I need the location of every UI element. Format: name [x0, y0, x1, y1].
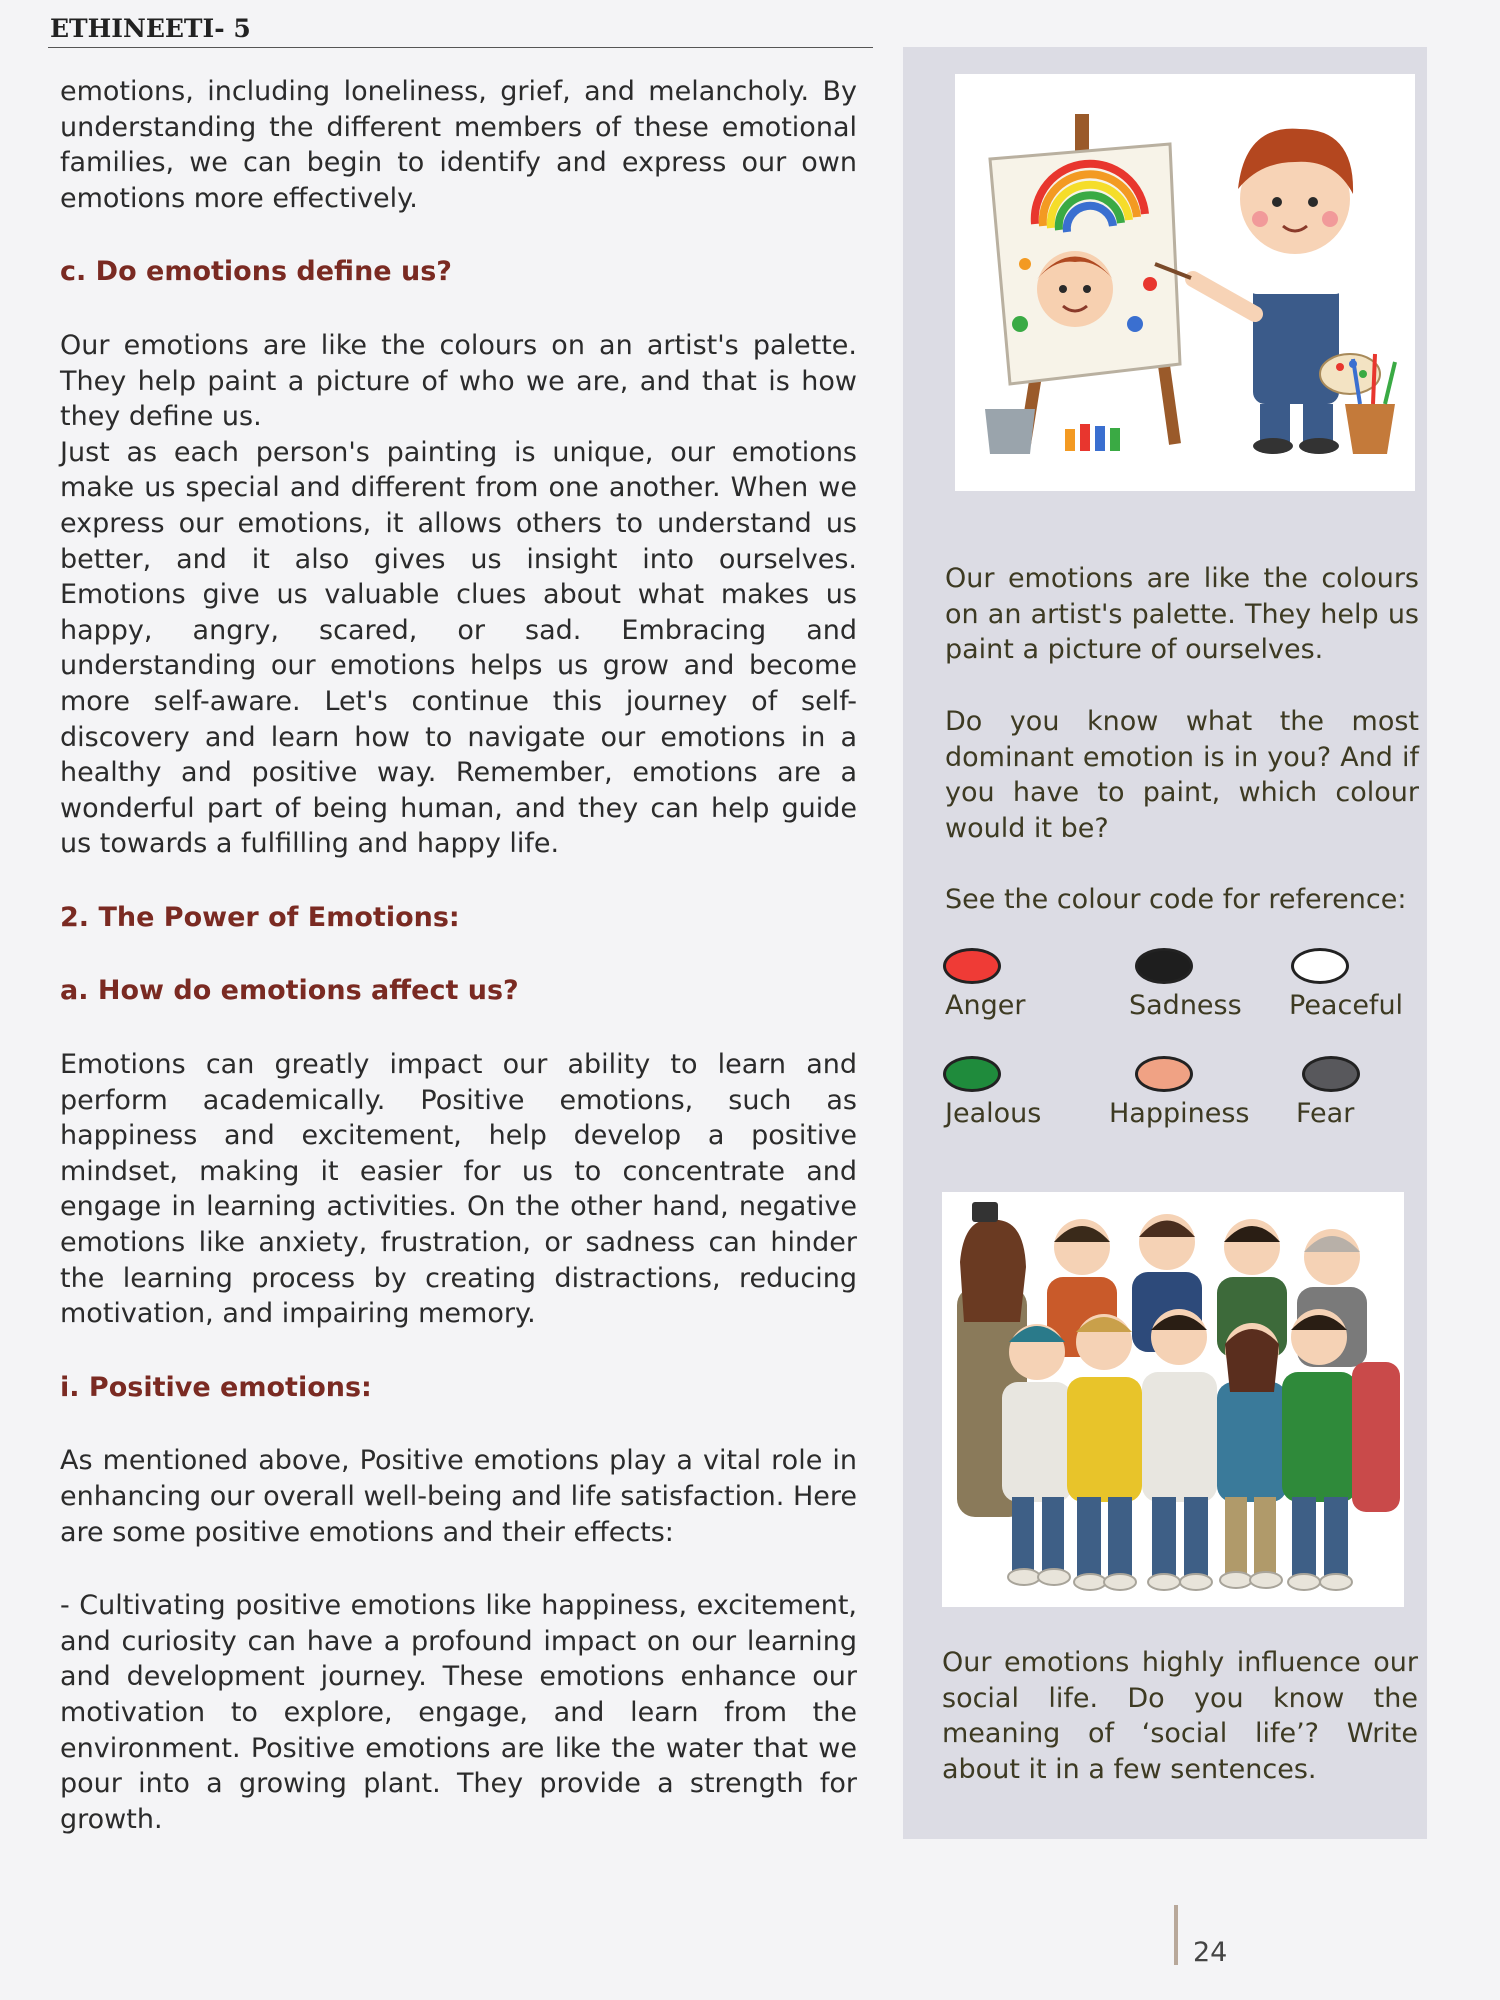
question-dominant-emotion: Do you know what the most dominant emotion is in you? And if you have to paint, which colour would it be?: [945, 706, 1419, 844]
caption-palette: Our emotions are like the colours on an artist's palette. They help us paint a picture of ourselves.: [945, 563, 1419, 666]
sidebar-panel: [903, 47, 1427, 1839]
label-sadness: Sadness: [1129, 990, 1242, 1021]
colour-code-intro: See the colour code for reference:: [945, 884, 1407, 915]
heading-do-emotions-define-us: c. Do emotions define us?: [60, 256, 452, 288]
friends-group-illustration: [942, 1192, 1404, 1607]
boy-painting-illustration: [955, 74, 1415, 491]
paragraph-palette: Our emotions are like the colours on an artist's palette. They help paint a picture of who we are, and that is how they define us.: [60, 329, 857, 433]
page-number-rule: [1174, 1905, 1178, 1965]
intro-paragraph: emotions, including loneliness, grief, and melancholy. By understanding the different members of these emotional families, we can begin to identify and express our own emotions more effectively.: [60, 76, 857, 214]
paragraph-academic-impact: Emotions can greatly impact our ability to learn and perform academically. Positive emotions, such as happiness and excitement, help develop a positive mindset, making it easier for us to concentrate and engage in learning activities. On the other hand, negative emotions like anxiety, frustration, or sadness can hinder the learning process by creating distractions, reducing motivation, and impairing memory.: [60, 1049, 857, 1330]
paragraph-unique: Just as each person's painting is unique, our emotions make us special and different from one another. When we express our emotions, it allows others to understand us better, and it also gives us insight into ourselves. Emotions give us valuable clues about what makes us happy, angry, scared, or sad. Embracing and understanding our emotions helps us grow and become more self-aware. Let's continue this journey of self-discovery and learn how to navigate our emotions in a healthy and positive way. Remember, emotions are a wonderful part of being human, and they can help guide us towards a fulfilling and happy life.: [60, 436, 857, 860]
label-fear: Fear: [1296, 1098, 1355, 1129]
swatch-jealous: [943, 1056, 1001, 1092]
swatch-fear: [1302, 1056, 1360, 1092]
label-jealous: Jealous: [945, 1098, 1042, 1129]
label-anger: Anger: [945, 990, 1026, 1021]
page-number: 24: [1193, 1937, 1228, 1968]
heading-positive-emotions: i. Positive emotions:: [60, 1371, 372, 1403]
paragraph-positive-emotions: As mentioned above, Positive emotions play a vital role in enhancing our overall well-being and life satisfaction. Here are some positive emotions and their effects:: [60, 1445, 857, 1548]
running-header: ETHINEETI- 5: [50, 14, 251, 43]
heading-how-emotions-affect-us: a. How do emotions affect us?: [60, 975, 519, 1007]
label-happiness: Happiness: [1109, 1098, 1250, 1129]
heading-power-of-emotions: 2. The Power of Emotions:: [60, 901, 460, 933]
main-column: [60, 74, 857, 1837]
caption-social-life: Our emotions highly influence our social life. Do you know the meaning of ‘social life’? Write about it in a few sentences.: [942, 1647, 1418, 1785]
header-rule: [48, 47, 873, 48]
label-peaceful: Peaceful: [1289, 990, 1404, 1021]
swatch-sadness: [1135, 948, 1193, 984]
swatch-happiness: [1135, 1056, 1193, 1092]
paragraph-cultivating: - Cultivating positive emotions like happiness, excitement, and curiosity can have a profound impact on our learning and development journey. These emotions enhance our motivation to explore, engage, and learn from the environment. Positive emotions are like the water that we pour into a growing plant. They provide a strength for growth.: [60, 1590, 857, 1835]
swatch-anger: [943, 948, 1001, 984]
swatch-peaceful: [1291, 948, 1349, 984]
